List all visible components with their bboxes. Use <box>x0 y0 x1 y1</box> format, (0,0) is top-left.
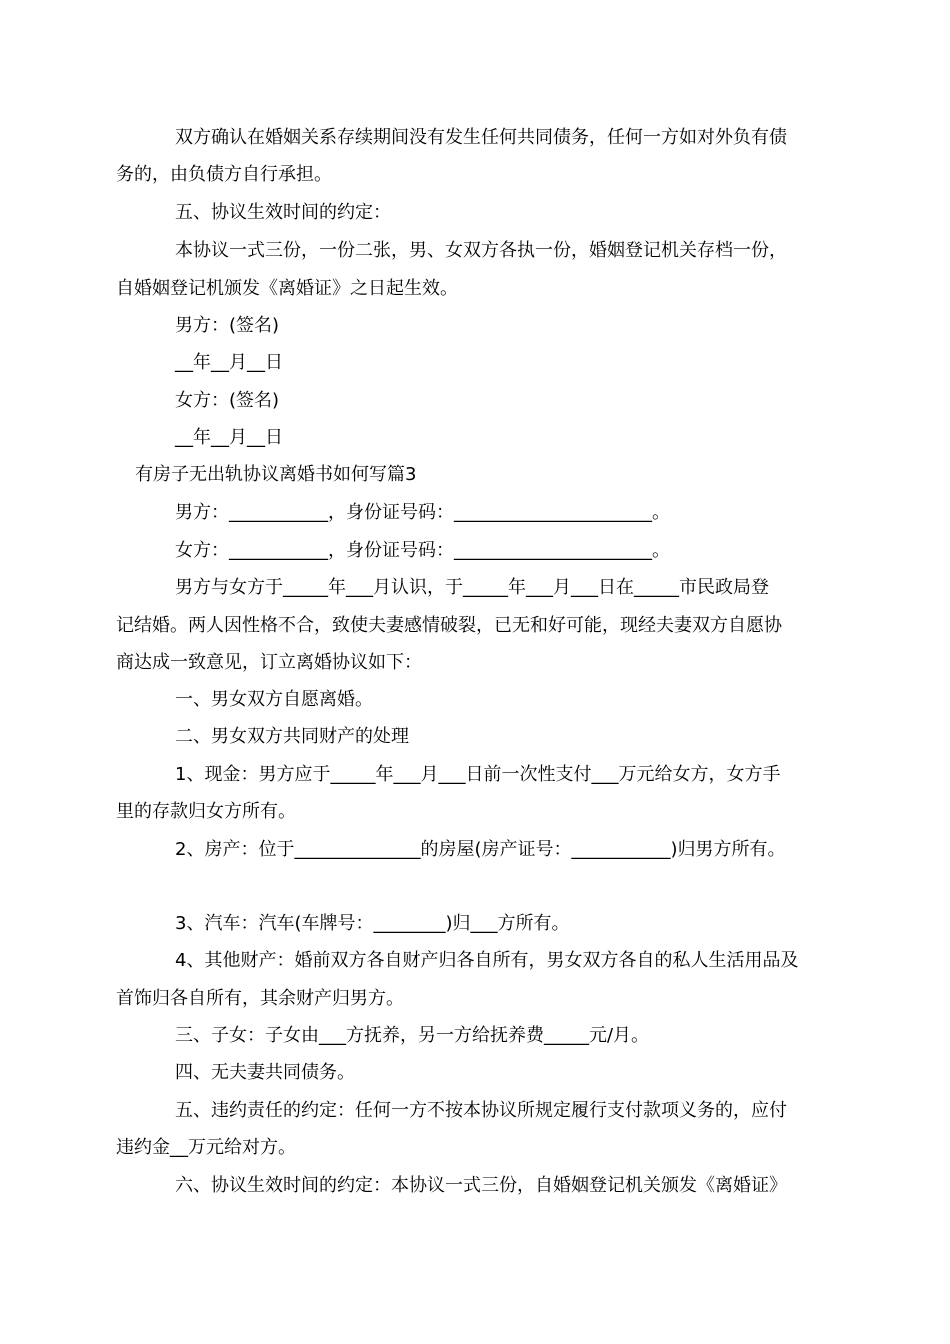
text-line: 商达成一致意见，订立离婚协议如下： <box>116 652 422 673</box>
text-line: 三、子女：子女由___方抚养，另一方给抚养费_____元/月。 <box>175 1025 650 1046</box>
text-line: 记结婚。两人因性格不合，致使夫妻感情破裂，已无和好可能，现经夫妻双方自愿协 <box>116 615 782 636</box>
text-line: 四、无夫妻共同债务。 <box>175 1062 355 1083</box>
text-line: 首饰归各自所有，其余财产归男方。 <box>116 988 404 1009</box>
text-line: 男方：___________，身份证号码：______________________。 <box>175 502 670 523</box>
section-heading: 有房子无出轨协议离婚书如何写篇3 <box>135 464 417 485</box>
text-line: 男方：(签名) <box>175 315 280 336</box>
text-line: __年__月__日 <box>175 427 283 448</box>
text-line: 双方确认在婚姻关系存续期间没有发生任何共同债务，任何一方如对外负有债 <box>175 127 787 148</box>
text-line: 五、违约责任的约定：任何一方不按本协议所规定履行支付款项义务的，应付 <box>175 1100 787 1121</box>
text-line: 男方与女方于_____年___月认识，于_____年___月___日在_____市民政局登 <box>175 577 769 598</box>
text-line: __年__月__日 <box>175 352 283 373</box>
text-line: 务的，由负债方自行承担。 <box>116 164 332 185</box>
text-line: 二、男女双方共同财产的处理 <box>175 726 409 747</box>
text-line: 1、现金：男方应于_____年___月___日前一次性支付___万元给女方，女方手 <box>175 764 781 785</box>
text-line: 五、协议生效时间的约定： <box>175 202 391 223</box>
text-line: 自婚姻登记机颁发《离婚证》之日起生效。 <box>116 278 458 299</box>
text-line: 本协议一式三份，一份二张，男、女双方各执一份，婚姻登记机关存档一份， <box>175 240 787 261</box>
text-line: 里的存款归女方所有。 <box>116 801 296 822</box>
text-line: 2、房产：位于______________的房屋(房产证号：___________)归男方所有。 <box>175 839 786 860</box>
text-line: 4、其他财产：婚前双方各自财产归各自所有，男女双方各自的私人生活用品及 <box>175 950 799 971</box>
text-line: 3、汽车：汽车(车牌号：________)归___方所有。 <box>175 913 570 934</box>
text-line: 违约金__万元给对方。 <box>116 1137 296 1158</box>
text-line: 女方：(签名) <box>175 390 280 411</box>
text-line: 女方：___________，身份证号码：______________________。 <box>175 540 670 561</box>
text-line: 六、协议生效时间的约定：本协议一式三份，自婚姻登记机关颁发《离婚证》 <box>175 1175 787 1196</box>
text-line: 一、男女双方自愿离婚。 <box>175 689 373 710</box>
